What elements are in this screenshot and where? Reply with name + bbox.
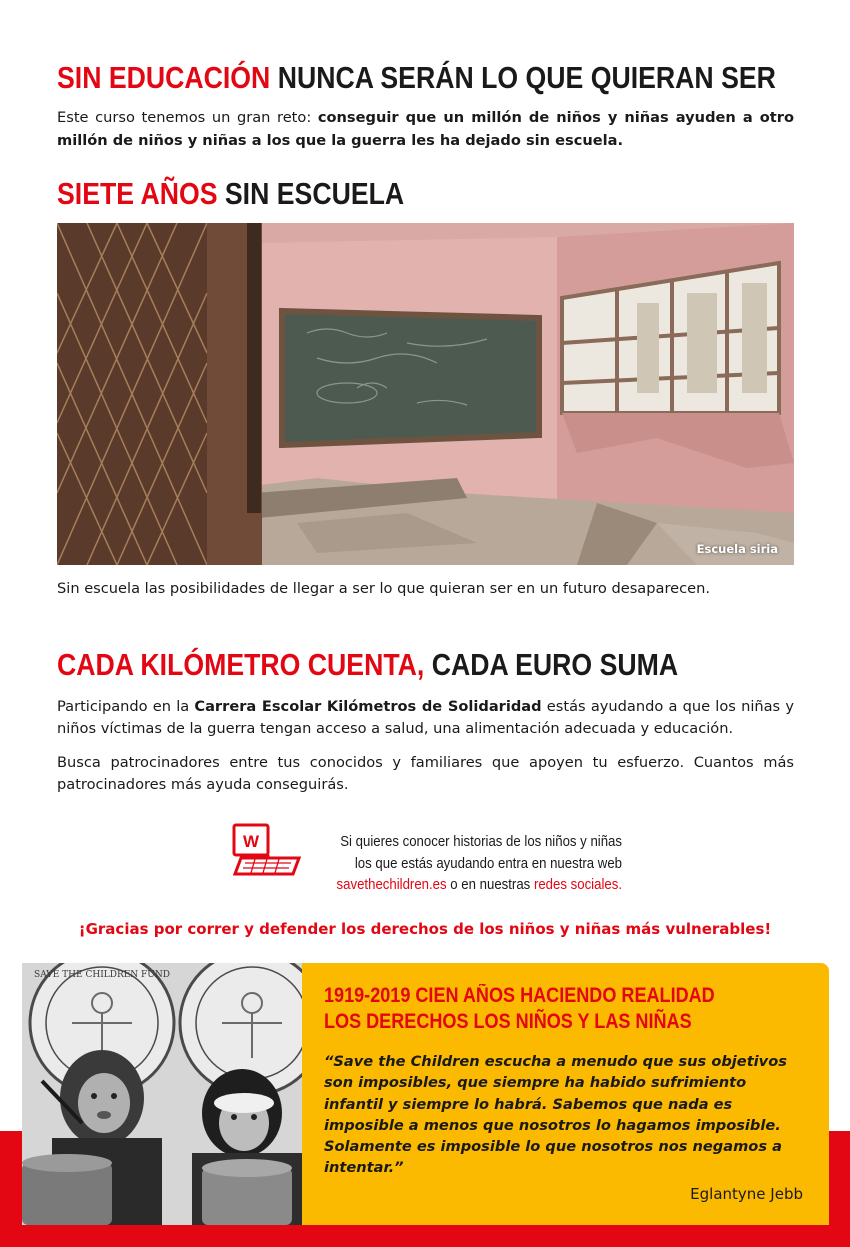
website-link[interactable]: savethechildren.es bbox=[336, 876, 447, 893]
heading-black-part: NUNCA SERÁN LO QUE QUIERAN SER bbox=[277, 60, 776, 95]
heading-red-part: SIETE AÑOS bbox=[57, 176, 218, 211]
intro-bold-text: conseguir que un millón de niños y niñas ayuden a otro millón de niños y niñas a los que la guerra les ha dejado sin escuela. bbox=[57, 109, 794, 149]
centenary-title-line-1: 1919-2019 CIEN AÑOS HACIENDO REALIDAD bbox=[324, 984, 715, 1007]
thanks-message: ¡Gracias por correr y defender los derechos de los niños y niñas más vulnerables! bbox=[78, 920, 772, 938]
heading-sin-educacion bbox=[57, 60, 776, 96]
web-line-2: los que estás ayudando entra en nuestra web bbox=[354, 854, 622, 872]
no-school-paragraph: Sin escuela las posibilidades de llegar a ser lo que quieran ser en un futuro desaparecen. bbox=[57, 580, 711, 597]
heading-black-part: SIN ESCUELA bbox=[224, 176, 405, 211]
heading-red-part: CADA KILÓMETRO CUENTA, bbox=[57, 647, 425, 682]
web-icon-letter: W bbox=[242, 832, 260, 851]
laptop-web-icon bbox=[231, 822, 301, 878]
social-networks-link[interactable]: redes sociales. bbox=[533, 876, 622, 893]
heading-siete-anos bbox=[57, 176, 404, 212]
centenary-title-line-2: LOS DERECHOS LOS NIÑOS Y LAS NIÑAS bbox=[324, 1010, 692, 1033]
web-line-3 bbox=[332, 874, 622, 896]
photo-caption: Escuela siria bbox=[696, 542, 778, 556]
participation-text-before: Participando en la bbox=[57, 698, 195, 715]
intro-paragraph bbox=[57, 107, 794, 152]
participation-text-after: estás ayudando a que los niñas y niños víctimas de la guerra tengan acceso a salud, una alimentación adecuada y educación. bbox=[57, 698, 794, 737]
heading-red-part: SIN EDUCACIÓN bbox=[57, 60, 271, 95]
sponsors-paragraph: Busca patrocinadores entre tus conocidos y familiares que apoyen tu esfuerzo. Cuantos más patrocinadores más ayuda conseguirás. bbox=[57, 754, 794, 793]
web-callout-text bbox=[332, 831, 622, 896]
eglantyne-quote: “Save the Children escucha a menudo que sus objetivos son imposibles, que siempre ha habido sufrimiento infantil y siempre lo habrá. Sabemos que nada es imposible a menos que nosotros lo hagamos imposible. Solamente es imposible lo que nosotros nos negamos a intentar.” bbox=[324, 1053, 787, 1177]
syrian-school-photo bbox=[57, 223, 794, 565]
race-name: Carrera Escolar Kilómetros de Solidaridad bbox=[194, 698, 542, 715]
heading-black-part: CADA EURO SUMA bbox=[431, 647, 679, 682]
historical-children-photo bbox=[22, 963, 302, 1225]
centenary-title bbox=[324, 983, 806, 1035]
web-line-1: Si quieres conocer historias de los niños y niñas bbox=[340, 833, 622, 850]
intro-plain-text: Este curso tenemos un gran reto: bbox=[57, 109, 318, 126]
heading-cada-kilometro bbox=[57, 647, 678, 683]
centenary-box bbox=[302, 963, 829, 1225]
quote-author: Eglantyne Jebb bbox=[690, 1185, 803, 1203]
participation-paragraph bbox=[57, 696, 794, 740]
seal-text: SAVE THE CHILDREN FUND bbox=[34, 970, 170, 980]
destroyed-classroom-illustration bbox=[57, 223, 794, 565]
web-middle-text: o en nuestras bbox=[446, 876, 534, 893]
